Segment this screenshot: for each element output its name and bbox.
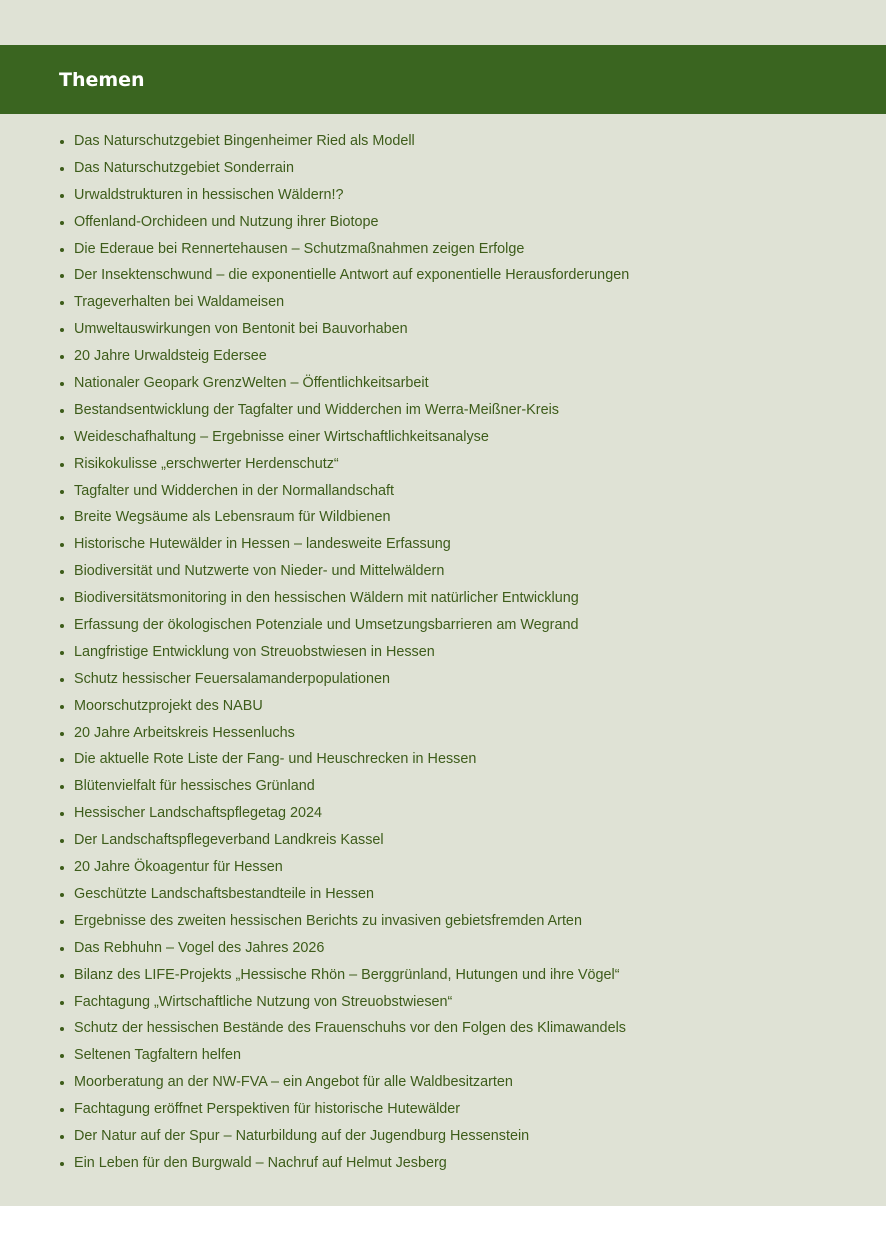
list-item[interactable]: Bilanz des LIFE-Projekts „Hessische Rhön – Berggrünland, Hutungen und ihre Vögel“ xyxy=(59,962,859,989)
list-item[interactable]: Biodiversität und Nutzwerte von Nieder- und Mittelwäldern xyxy=(59,558,859,585)
list-item[interactable]: Moorberatung an der NW-FVA – ein Angebot für alle Waldbesitzarten xyxy=(59,1069,859,1096)
list-item[interactable]: Schutz hessischer Feuersalamanderpopulationen xyxy=(59,666,859,693)
list-item[interactable]: Bestandsentwicklung der Tagfalter und Widderchen im Werra-Meißner-Kreis xyxy=(59,397,859,424)
list-item[interactable]: Trageverhalten bei Waldameisen xyxy=(59,289,859,316)
list-item[interactable]: Umweltauswirkungen von Bentonit bei Bauvorhaben xyxy=(59,316,859,343)
list-item[interactable]: 20 Jahre Urwaldsteig Edersee xyxy=(59,343,859,370)
list-item[interactable]: Biodiversitätsmonitoring in den hessischen Wäldern mit natürlicher Entwicklung xyxy=(59,585,859,612)
list-item[interactable]: Breite Wegsäume als Lebensraum für Wildbienen xyxy=(59,504,859,531)
list-item[interactable]: Urwaldstrukturen in hessischen Wäldern!? xyxy=(59,182,859,209)
bottom-margin xyxy=(0,1206,886,1260)
list-item[interactable]: Hessischer Landschaftspflegetag 2024 xyxy=(59,800,859,827)
list-item[interactable]: Offenland-Orchideen und Nutzung ihrer Biotope xyxy=(59,209,859,236)
list-item[interactable]: 20 Jahre Arbeitskreis Hessenluchs xyxy=(59,720,859,747)
list-item[interactable]: Langfristige Entwicklung von Streuobstwiesen in Hessen xyxy=(59,639,859,666)
list-item[interactable]: Das Naturschutzgebiet Bingenheimer Ried als Modell xyxy=(59,128,859,155)
list-item[interactable]: Der Landschaftspflegeverband Landkreis Kassel xyxy=(59,827,859,854)
list-item[interactable]: Schutz der hessischen Bestände des Frauenschuhs vor den Folgen des Klimawandels xyxy=(59,1015,859,1042)
list-item[interactable]: Tagfalter und Widderchen in der Normallandschaft xyxy=(59,478,859,505)
list-item[interactable]: Fachtagung „Wirtschaftliche Nutzung von Streuobstwiesen“ xyxy=(59,989,859,1016)
page-title: Themen xyxy=(59,69,145,91)
list-item[interactable]: Moorschutzprojekt des NABU xyxy=(59,693,859,720)
list-item[interactable]: Nationaler Geopark GrenzWelten – Öffentlichkeitsarbeit xyxy=(59,370,859,397)
list-item[interactable]: Das Naturschutzgebiet Sonderrain xyxy=(59,155,859,182)
list-item[interactable]: Blütenvielfalt für hessisches Grünland xyxy=(59,773,859,800)
list-item[interactable]: Fachtagung eröffnet Perspektiven für historische Hutewälder xyxy=(59,1096,859,1123)
list-item[interactable]: Ergebnisse des zweiten hessischen Berichts zu invasiven gebietsfremden Arten xyxy=(59,908,859,935)
list-item[interactable]: Der Natur auf der Spur – Naturbildung auf der Jugendburg Hessenstein xyxy=(59,1123,859,1150)
list-item[interactable]: Der Insektenschwund – die exponentielle Antwort auf exponentielle Herausforderungen xyxy=(59,262,859,289)
list-item[interactable]: Die Ederaue bei Rennertehausen – Schutzmaßnahmen zeigen Erfolge xyxy=(59,236,859,263)
list-item[interactable]: Risikokulisse „erschwerter Herdenschutz“ xyxy=(59,451,859,478)
list-item[interactable]: Weideschafhaltung – Ergebnisse einer Wirtschaftlichkeitsanalyse xyxy=(59,424,859,451)
list-item[interactable]: Seltenen Tagfaltern helfen xyxy=(59,1042,859,1069)
list-item[interactable]: Geschützte Landschaftsbestandteile in Hessen xyxy=(59,881,859,908)
list-item[interactable]: Erfassung der ökologischen Potenziale und Umsetzungsbarrieren am Wegrand xyxy=(59,612,859,639)
list-item[interactable]: 20 Jahre Ökoagentur für Hessen xyxy=(59,854,859,881)
topic-list xyxy=(59,128,859,1177)
list-item[interactable]: Ein Leben für den Burgwald – Nachruf auf Helmut Jesberg xyxy=(59,1150,859,1177)
list-item[interactable]: Die aktuelle Rote Liste der Fang- und Heuschrecken in Hessen xyxy=(59,746,859,773)
list-item[interactable]: Das Rebhuhn – Vogel des Jahres 2026 xyxy=(59,935,859,962)
list-item[interactable]: Historische Hutewälder in Hessen – landesweite Erfassung xyxy=(59,531,859,558)
